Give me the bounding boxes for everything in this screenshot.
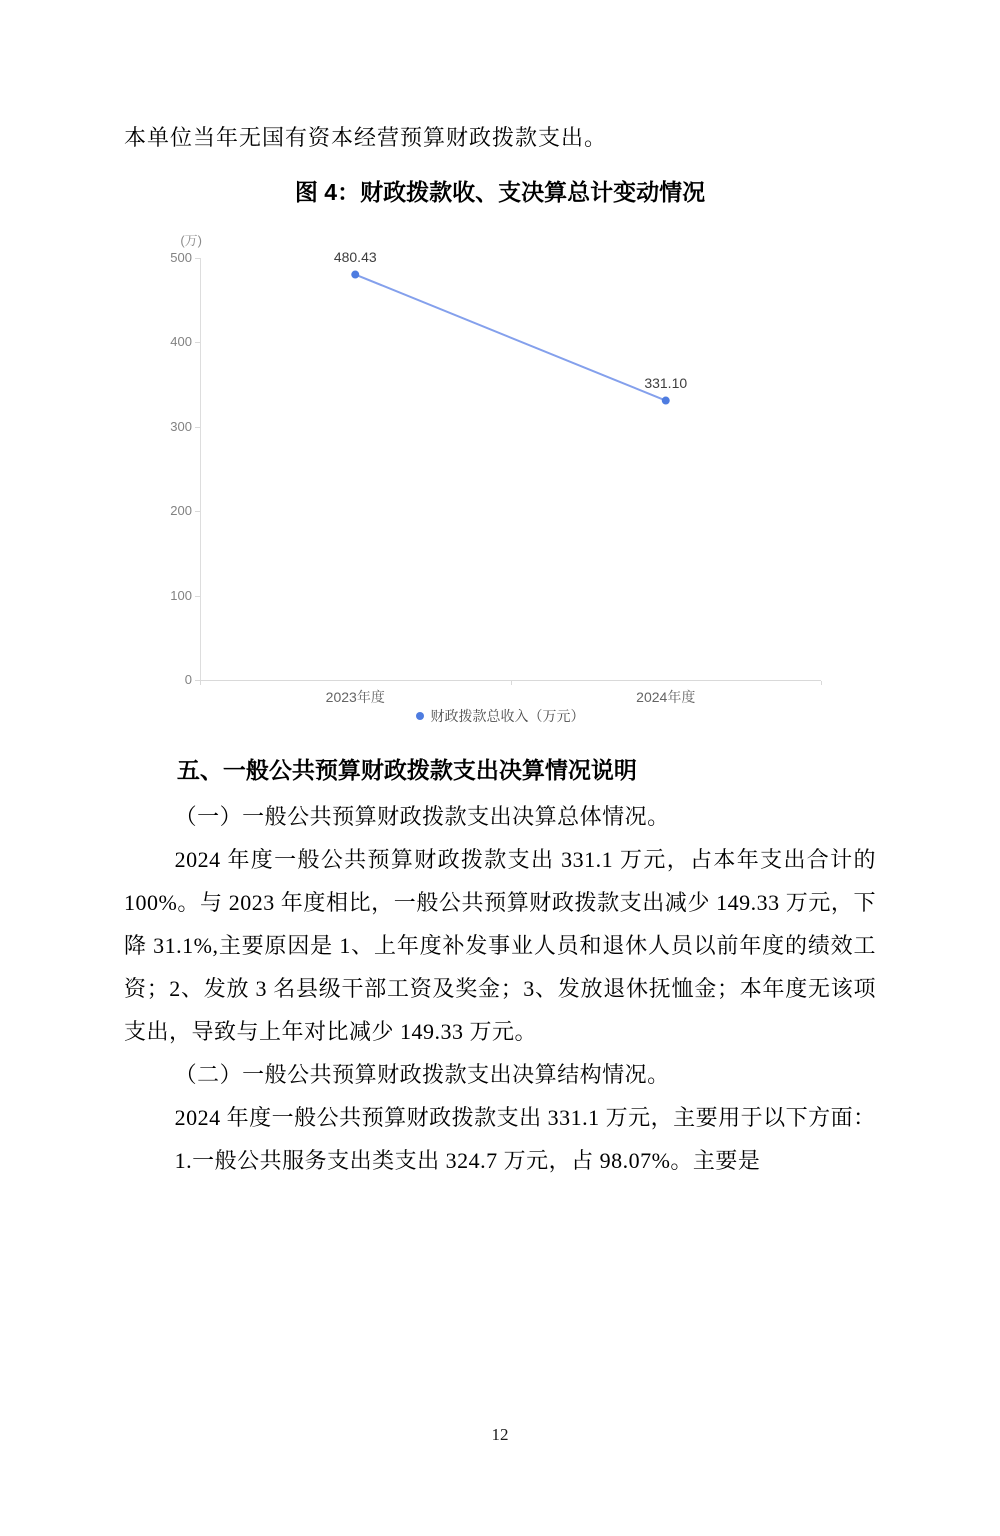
figure-title: 图 4：财政拨款收、支决算总计变动情况	[294, 179, 706, 205]
paragraph: （二）一般公共预算财政拨款支出决算结构情况。	[174, 1062, 670, 1087]
y-tick-label: 0	[184, 672, 192, 687]
paragraph: 2024 年度一般公共预算财政拨款支出 331.1 万元，主要用于以下方面：	[174, 1105, 876, 1130]
y-tick-label: 100	[170, 587, 192, 603]
paragraph: 1.一般公共服务支出类支出 324.7 万元，占 98.07%。主要是	[174, 1148, 761, 1173]
data-point	[351, 271, 359, 279]
series-line	[355, 275, 666, 401]
section-heading: 五、一般公共预算财政拨款支出决算情况说明	[176, 757, 637, 783]
x-axis-label: 2023年度	[325, 689, 385, 705]
y-axis-unit-label: (万)	[180, 233, 202, 248]
legend-dot-icon	[416, 712, 424, 720]
y-tick-label: 400	[170, 334, 192, 350]
document-page	[0, 122, 1000, 1536]
x-axis-label: 2024年度	[636, 689, 696, 705]
paragraph: （一）一般公共预算财政拨款支出决算总体情况。	[174, 804, 670, 829]
page-content	[124, 122, 876, 1182]
body-paragraphs	[124, 795, 876, 1182]
y-tick-label: 300	[170, 418, 192, 434]
page-number: 12	[491, 1425, 509, 1444]
chart-canvas	[124, 228, 876, 733]
y-tick-label: 200	[170, 503, 192, 519]
chart-legend	[124, 706, 876, 726]
paragraph: 2024 年度一般公共预算财政拨款支出 331.1 万元，占本年支出合计的 100%。与 2023 年度相比，一般公共预算财政拨款支出减少 149.33 万元，下降 31.1%,主要原因是 1、上年度补发事业人员和退休人员以前年度的绩效工资；2、发放 3 名县级干部工资及奖金；3、发放退休抚恤金；本年度无该项支出，导致与上年对比减少 149.33 万元。	[124, 847, 876, 1044]
legend-label: 财政拨款总收入（万元）	[430, 708, 585, 724]
y-tick-label: 500	[170, 250, 192, 265]
data-point-label: 331.10	[644, 374, 688, 391]
line-chart	[124, 228, 876, 733]
data-point	[662, 397, 670, 405]
intro-paragraph: 本单位当年无国有资本经营预算财政拨款支出。	[124, 125, 608, 150]
data-point-label: 480.43	[333, 248, 377, 265]
